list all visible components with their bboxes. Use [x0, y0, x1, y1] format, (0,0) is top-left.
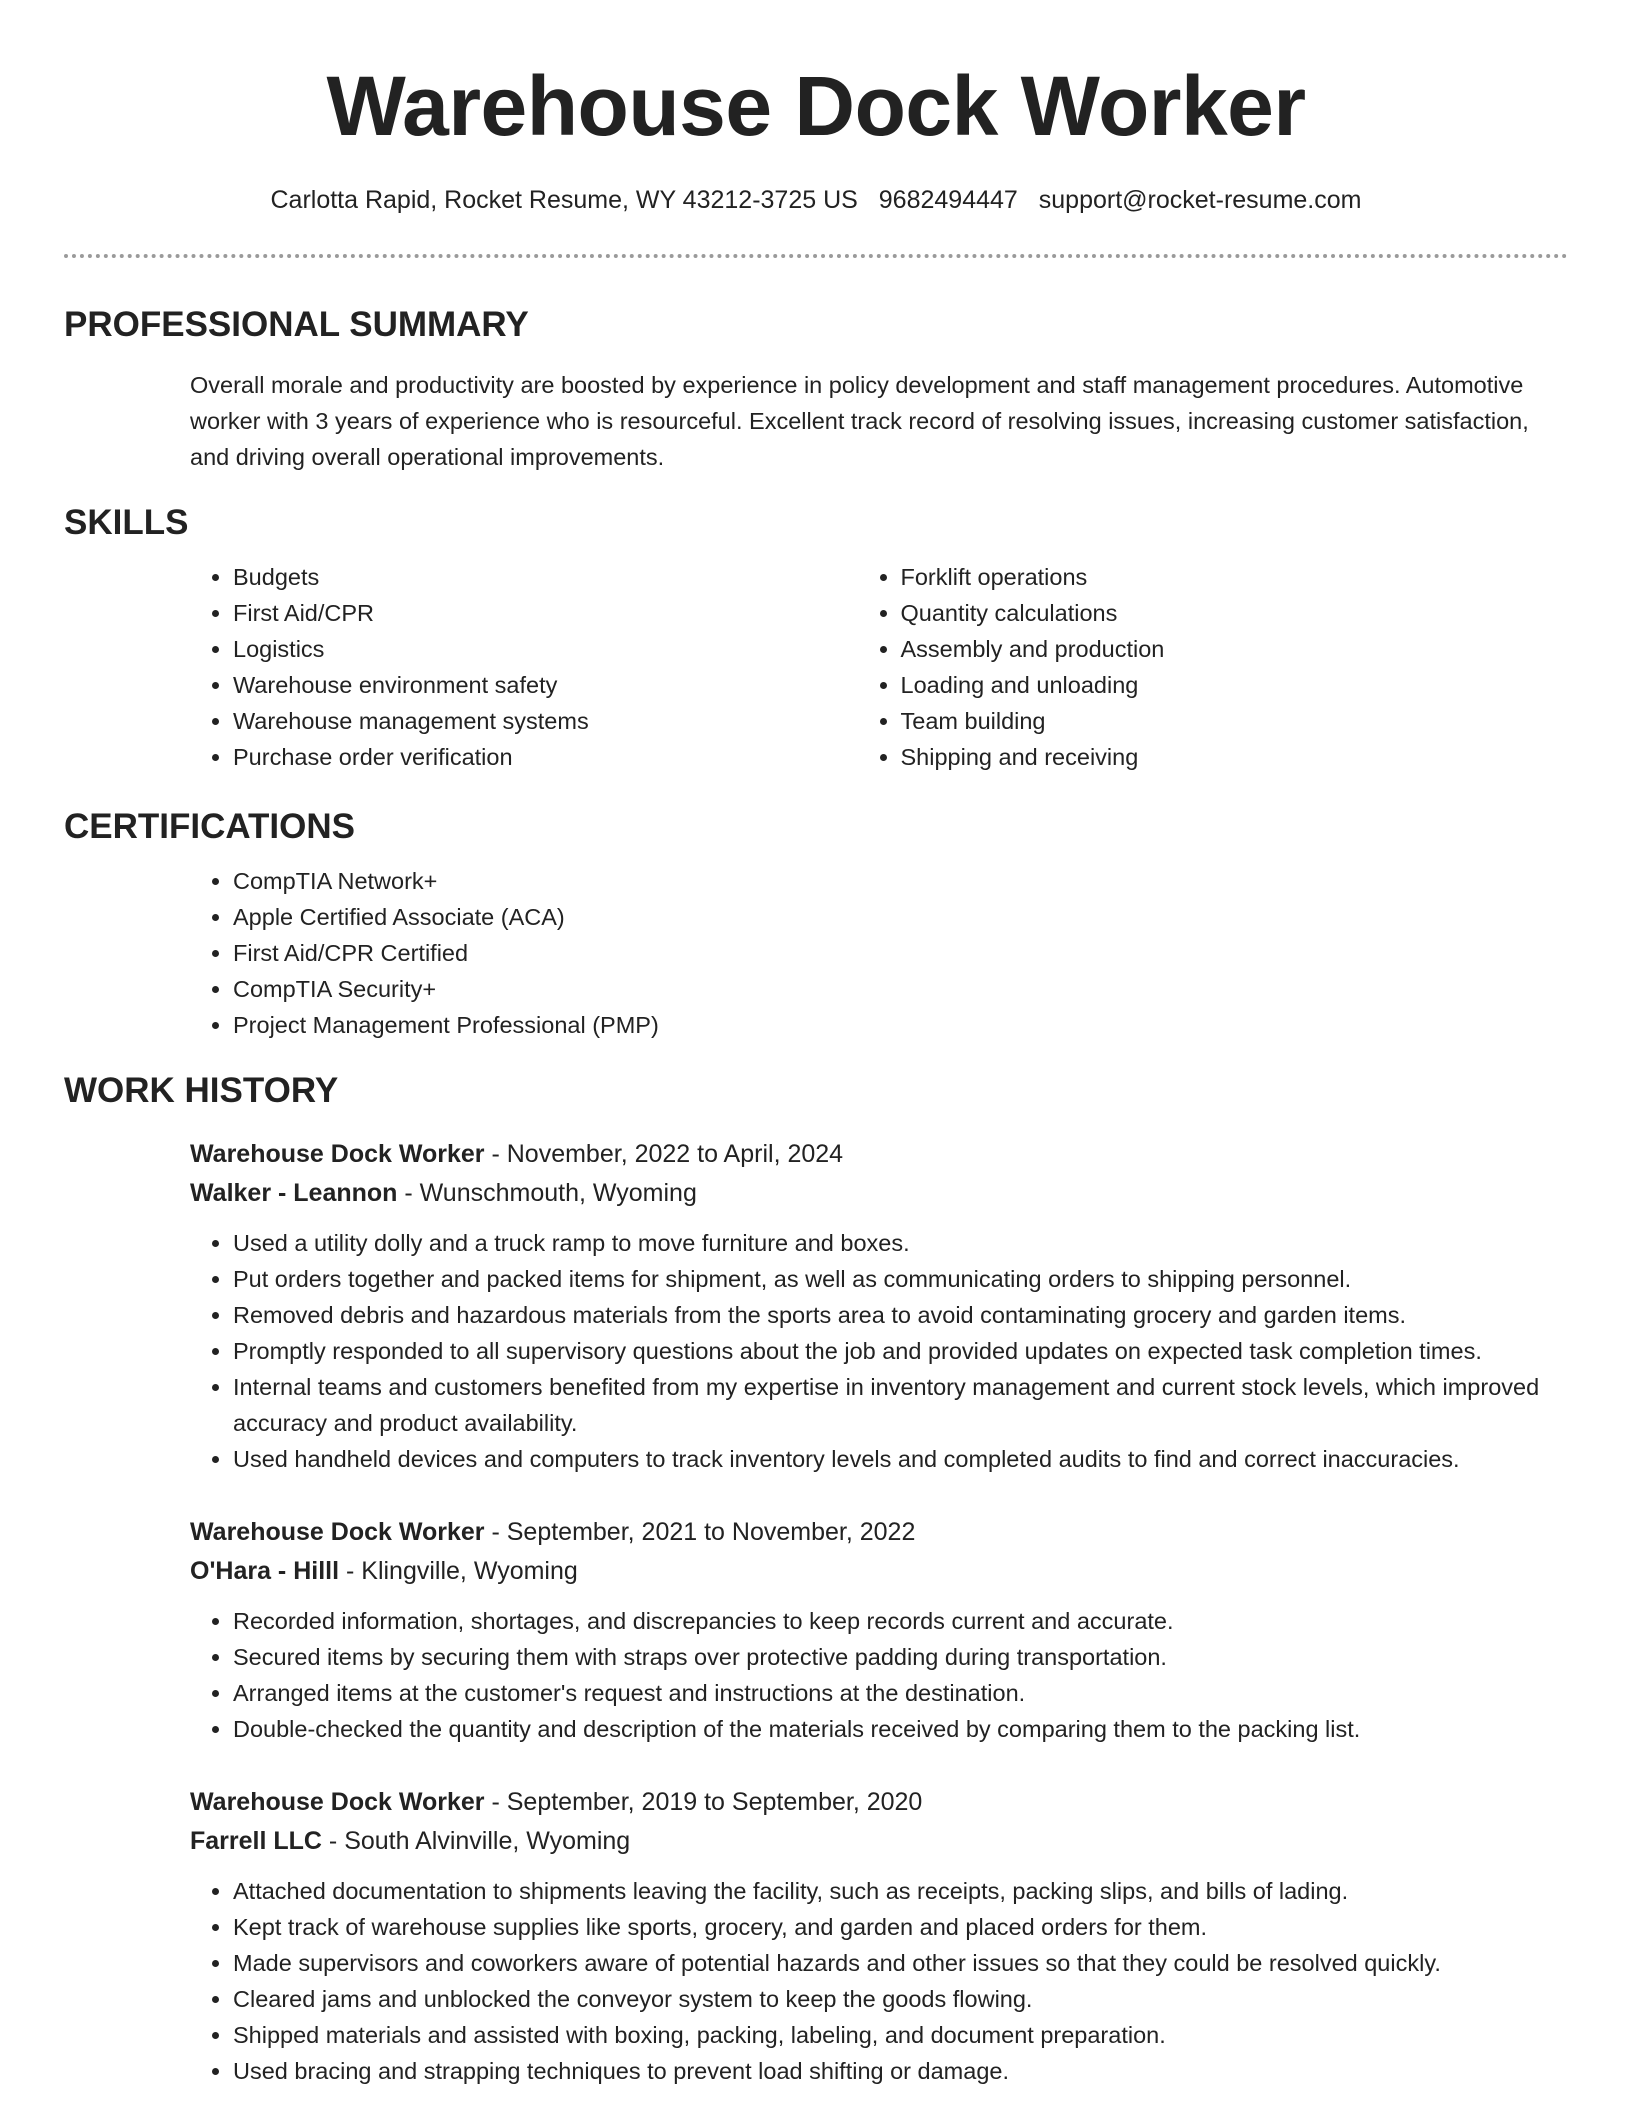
job-bullet: • Promptly responded to all supervisory questions about the job and provided updates on expected task completion times. — [233, 1333, 1568, 1369]
job-company: Walker - Leannon — [190, 1179, 398, 1207]
skill-item: • Logistics — [233, 631, 901, 667]
skill-item: • Purchase order verification — [233, 739, 901, 775]
job-company-line — [190, 1822, 1568, 1861]
job-bullet: • Cleared jams and unblocked the conveyor system to keep the goods flowing. — [233, 1981, 1568, 2017]
skill-item: • Warehouse management systems — [233, 703, 901, 739]
skill-item: • First Aid/CPR — [233, 595, 901, 631]
job-bullets — [64, 1873, 1568, 2089]
job-company-line — [190, 1174, 1568, 1213]
skill-item: • Shipping and receiving — [901, 739, 1569, 775]
job-bullet: • Used a utility dolly and a truck ramp to move furniture and boxes. — [233, 1225, 1568, 1261]
job-dates: - November, 2022 to April, 2024 — [484, 1140, 844, 1168]
summary-section — [64, 303, 1568, 475]
job-bullet: • Recorded information, shortages, and discrepancies to keep records current and accurate. — [233, 1603, 1568, 1639]
contact-email: support@rocket-resume.com — [1038, 186, 1362, 214]
job-dates: - September, 2021 to November, 2022 — [484, 1518, 916, 1546]
job-title-line — [190, 1783, 1568, 1822]
job-bullet: • Shipped materials and assisted with boxing, packing, labeling, and document preparation. — [233, 2017, 1568, 2053]
certification-item: • CompTIA Network+ — [233, 863, 1568, 899]
job-location: - Wunschmouth, Wyoming — [397, 1179, 697, 1207]
job-location: - Klingville, Wyoming — [339, 1557, 578, 1585]
skill-item: • Forklift operations — [901, 559, 1569, 595]
certifications-list — [64, 863, 1568, 1043]
job-bullet: • Used handheld devices and computers to track inventory levels and completed audits to find and correct inaccuracies. — [233, 1441, 1568, 1477]
job-bullet: • Double-checked the quantity and description of the materials received by comparing them to the packing list. — [233, 1711, 1568, 1747]
skills-section — [64, 501, 1568, 775]
skill-item: • Assembly and production — [901, 631, 1569, 667]
certifications-title: CERTIFICATIONS — [64, 807, 356, 846]
skills-grid — [64, 559, 1568, 775]
certification-item: • Apple Certified Associate (ACA) — [233, 899, 1568, 935]
job-location: - South Alvinville, Wyoming — [321, 1827, 631, 1855]
contact-line — [64, 184, 1568, 216]
job-role: Warehouse Dock Worker — [190, 1788, 485, 1816]
job-bullet: • Made supervisors and coworkers aware of potential hazards and other issues so that they could be resolved quickly. — [233, 1945, 1568, 1981]
job-title-line — [190, 1513, 1568, 1552]
job-bullet: • Kept track of warehouse supplies like sports, grocery, and garden and placed orders for them. — [233, 1909, 1568, 1945]
certification-item: • First Aid/CPR Certified — [233, 935, 1568, 971]
job-title-line — [190, 1135, 1568, 1174]
skill-item: • Budgets — [233, 559, 901, 595]
job-role: Warehouse Dock Worker — [190, 1140, 485, 1168]
summary-title: PROFESSIONAL SUMMARY — [64, 305, 529, 344]
certifications-section — [64, 805, 1568, 1043]
job-role: Warehouse Dock Worker — [190, 1518, 485, 1546]
skills-title: SKILLS — [64, 503, 189, 542]
job-bullet: • Arranged items at the customer's request and instructions at the destination. — [233, 1675, 1568, 1711]
skills-list-left — [64, 559, 901, 775]
job-bullet: • Internal teams and customers benefited from my expertise in inventory management and current stock levels, which improved accuracy and product availability. — [233, 1369, 1568, 1441]
resume-name: Warehouse Dock Worker — [326, 59, 1306, 153]
job-entry — [64, 1783, 1568, 2089]
job-bullets — [64, 1225, 1568, 1477]
skill-item: • Loading and unloading — [901, 667, 1569, 703]
job-company: O'Hara - Hilll — [190, 1557, 340, 1585]
job-dates: - September, 2019 to September, 2020 — [484, 1788, 923, 1816]
skill-item: • Warehouse environment safety — [233, 667, 901, 703]
certification-item: • Project Management Professional (PMP) — [233, 1007, 1568, 1043]
job-company: Farrell LLC — [190, 1827, 322, 1855]
job-bullet: • Attached documentation to shipments leaving the facility, such as receipts, packing slips, and bills of lading. — [233, 1873, 1568, 1909]
header-divider — [64, 254, 1568, 258]
skill-item: • Quantity calculations — [901, 595, 1569, 631]
skill-item: • Team building — [901, 703, 1569, 739]
job-bullet: • Secured items by securing them with straps over protective padding during transportation. — [233, 1639, 1568, 1675]
work-history-title: WORK HISTORY — [64, 1071, 339, 1110]
job-bullets — [64, 1603, 1568, 1747]
job-entry — [64, 1513, 1568, 1747]
job-bullet: • Put orders together and packed items for shipment, as well as communicating orders to shipping personnel. — [233, 1261, 1568, 1297]
job-bullet: • Removed debris and hazardous materials from the sports area to avoid contaminating grocery and garden items. — [233, 1297, 1568, 1333]
contact-phone: 9682494447 — [878, 186, 1018, 214]
job-bullet: • Used bracing and strapping techniques to prevent load shifting or damage. — [233, 2053, 1568, 2089]
summary-text: Overall morale and productivity are boosted by experience in policy development and staff management procedures. Automotive worker with 3 years of experience who is resourceful. Excellent track record of resolving issues, increasing customer satisfaction, and driving overall operational improvements. — [190, 372, 1529, 470]
skills-list-right — [901, 559, 1569, 775]
certification-item: • CompTIA Security+ — [233, 971, 1568, 1007]
job-company-line — [190, 1552, 1568, 1591]
job-entry — [64, 1135, 1568, 1477]
work-history-section — [64, 1069, 1568, 2089]
contact-address: Carlotta Rapid, Rocket Resume, WY 43212-3725 US — [270, 186, 858, 214]
